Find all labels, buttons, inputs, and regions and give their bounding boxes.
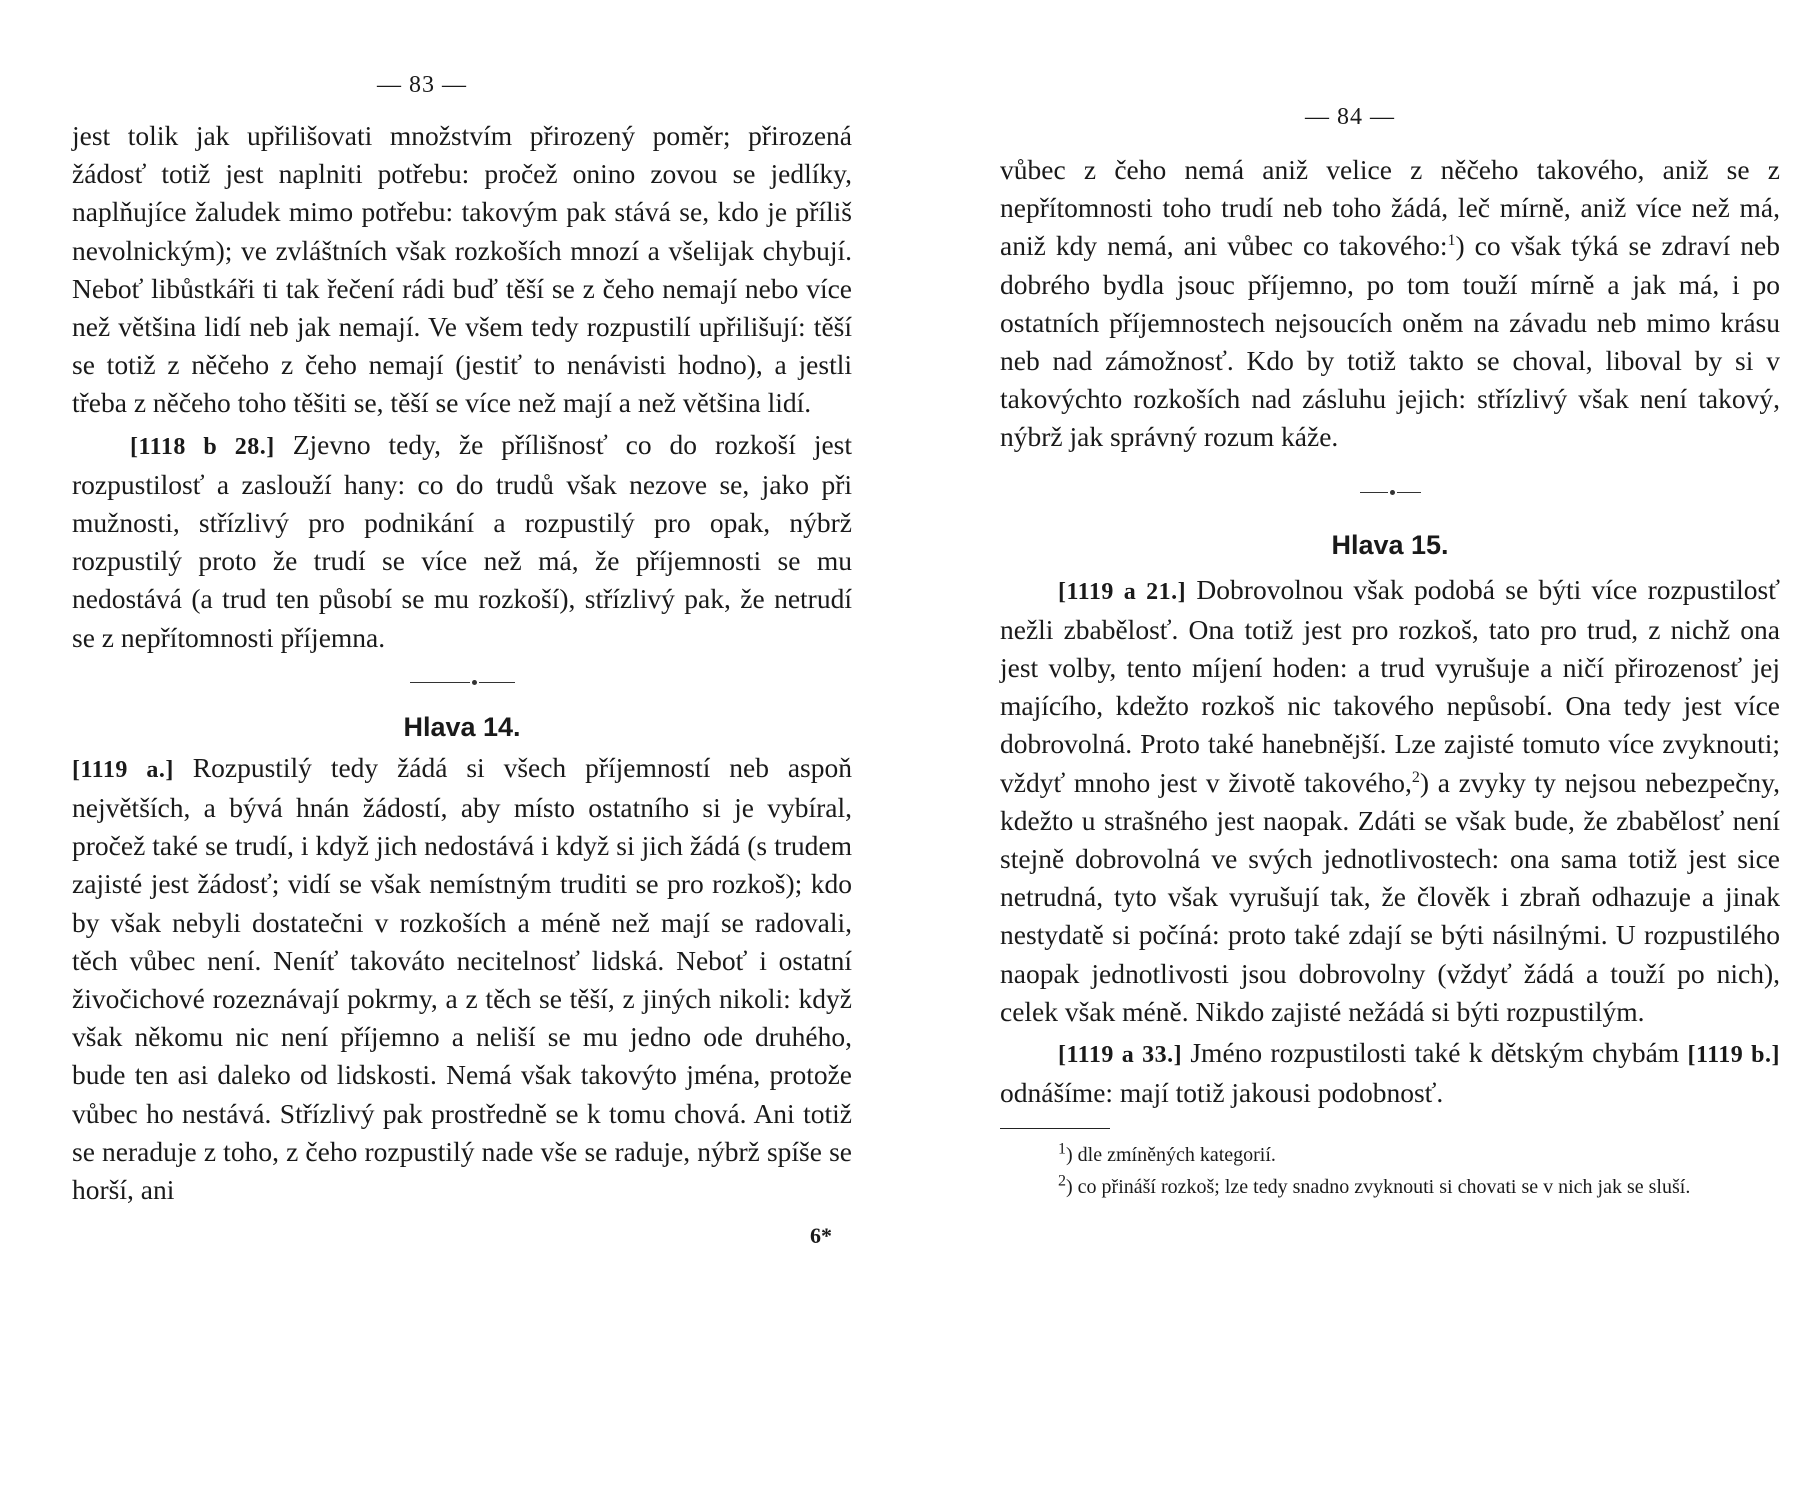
page-number: — 83 — [377, 72, 467, 98]
footnote-rule [1000, 1128, 1110, 1129]
bekker-reference: [1119 a.] [72, 756, 174, 783]
chapter-title: Hlava 14. [403, 711, 521, 742]
paragraph [1000, 571, 1780, 1031]
footnote-mark: 1 [1447, 232, 1456, 250]
paragraph [1000, 1034, 1780, 1112]
paragraph [72, 426, 852, 657]
paragraph-text: odnášíme: mají totiž jakousi podobnosť. [1000, 1077, 1444, 1109]
paragraph-text: vůbec z čeho nemá aniž velice z něčeho takového, aniž se z nepřítomnosti toho trudí neb toho žádá, leč mírně, aniž více než má, aniž kdy nemá, ani vůbec co takového: [1000, 154, 1780, 262]
paragraph-text: Zjevno tedy, že přílišnosť co do rozkoší jest rozpustilosť a zaslouží hany: co do trudů však nezove se, jako při mužnosti, střízlivý pro podnikání a rozpustilý pro opak, nýbrž rozpustilý proto že trudí se více než má, že příjemnosti se mu nedostává (a trud ten působí se mu rozkoší), střízlivý pak, že netrudí se z nepřítomnosti příjemna. [72, 428, 853, 653]
bekker-reference: [1119 a 33.] [1058, 1042, 1183, 1069]
paragraph-text: ) a zvyky ty nejsou nebezpečny, kdežto u strašného jest naopak. Zdáti se však bude, že zbabělosť není stejně dobrovolná ve svých jednotlivostech: ona sama totiž jest sice netrudná, tyto však vyrušují tak, že člověk i zbraň odhazuje a jinak nestydatě si počíná: proto také zdají se býti násilnými. U rozpustilého naopak jednotlivosti jsou dobrovolny (vždyť žádá a touží po nich), celek však méně. Nikdo zajisté nežádá si býti rozpustilým. [1000, 766, 1780, 1027]
left-page [72, 0, 852, 1249]
bekker-reference: [1119 a 21.] [1058, 578, 1187, 605]
paragraph [72, 749, 852, 1209]
footnote-text: ) co přináší rozkoš; lze tedy snadno zvyknouti si chovati se v nich jak se sluší. [1066, 1176, 1691, 1199]
footnote-text: ) dle zmíněných kategorií. [1066, 1144, 1276, 1167]
paragraph-text: Rozpustilý tedy žádá si všech příjemností neb aspoň největších, a bývá hnán žádostí, aby místo ostatního si je vybíral, pročež také se trudí, i když jich nedostává i když si jich žádá (s trudem zajisté jest žádosť; vidí se však nemístným truditi se pro rozkoš); kdo by však nebyli dostatečni v rozkoších a méně než mají se radovali, těch vůbec není. Neníť takováto necitelnosť lidská. Neboť i ostatní živočichové rozeznávají pokrmy, a z těch se těší, z jiných nikoli: když však někomu nic není příjemno a neliší se mu jedno ode druhého, bude ten asi daleko od lidskosti. Nemá však takovýto jména, protože vůbec ho nestává. Střízlivý pak prostředně se k tomu chová. Ani totiž se neraduje z toho, z čeho rozpustilý nade vše se raduje, nýbrž spíše se horší, ani [72, 751, 852, 1206]
signature-mark: 6* [810, 1223, 832, 1249]
paragraph [1000, 151, 1780, 457]
footnote-mark: 2 [1411, 768, 1420, 786]
page-number: — 84 — [1305, 104, 1395, 130]
section-divider [1000, 481, 1780, 502]
footnote [1000, 1171, 1780, 1203]
section-divider [72, 671, 852, 692]
footnote [1000, 1139, 1780, 1171]
footnote-mark: 2 [1058, 1172, 1066, 1190]
paragraph-text: Dobrovolnou však podobá se býti více rozpustilosť nežli zbabělosť. Ona totiž jest pro rozkoš, tato pro trud, z nichž ona jest volby, tento míjení hoden: a trud vyrušuje a ničí přirozenosť jej majícího, kdežto rozkoš nic takového nepůsobí. Ona tedy jest více dobrovolná. Proto také hanebnější. Lze zajisté tomuto více zvyknouti; vždyť mnoho jest v životě takového, [1000, 573, 1781, 798]
paragraph: jest tolik jak upřilišovati množstvím přirozený poměr; přirozená žádosť totiž jest naplniti potřebu: pročež onino zovou se jedlíky, naplňujíce žaludek mimo potřebu: takovým pak stává se, kdo je příliš nevolnickým); ve zvláštních však rozkoších mnozí a všelijak chybují. Neboť libůstkáři ti tak řečení rádi buď těší se z čeho nemají nebo více než většina lidí neb jak nemají. Ve všem tedy rozpustilí upřilišují: těší se totiž z něčeho z čeho nemají (jestiť to nenávisti hodno), a jestli třeba z něčeho toho těšiti se, těší se více než mají a než většina lidí. [72, 120, 852, 419]
paragraph-text: Jméno rozpustilosti také k dětským chybám [1190, 1037, 1680, 1069]
chapter-title: Hlava 15. [1331, 529, 1449, 560]
bekker-reference: [1119 b.] [1687, 1042, 1781, 1069]
paragraph-text: ) co však týká se zdraví neb dobrého bydla jsouc příjemno, po tom touží mírně a jak má, i po ostatních příjemnostech nejsoucích oněm na závadu neb mimo krásu neb nad zámožnosť. Kdo by totiž takto se choval, liboval by si v takovýchto rozkoších nad zásluhu jejich: střízlivý však není takový, nýbrž jak správný rozum káže. [1000, 230, 1780, 453]
bekker-reference: [1118 b 28.] [130, 433, 275, 460]
footnote-mark: 1 [1058, 1140, 1066, 1158]
right-page [1000, 0, 1780, 1203]
